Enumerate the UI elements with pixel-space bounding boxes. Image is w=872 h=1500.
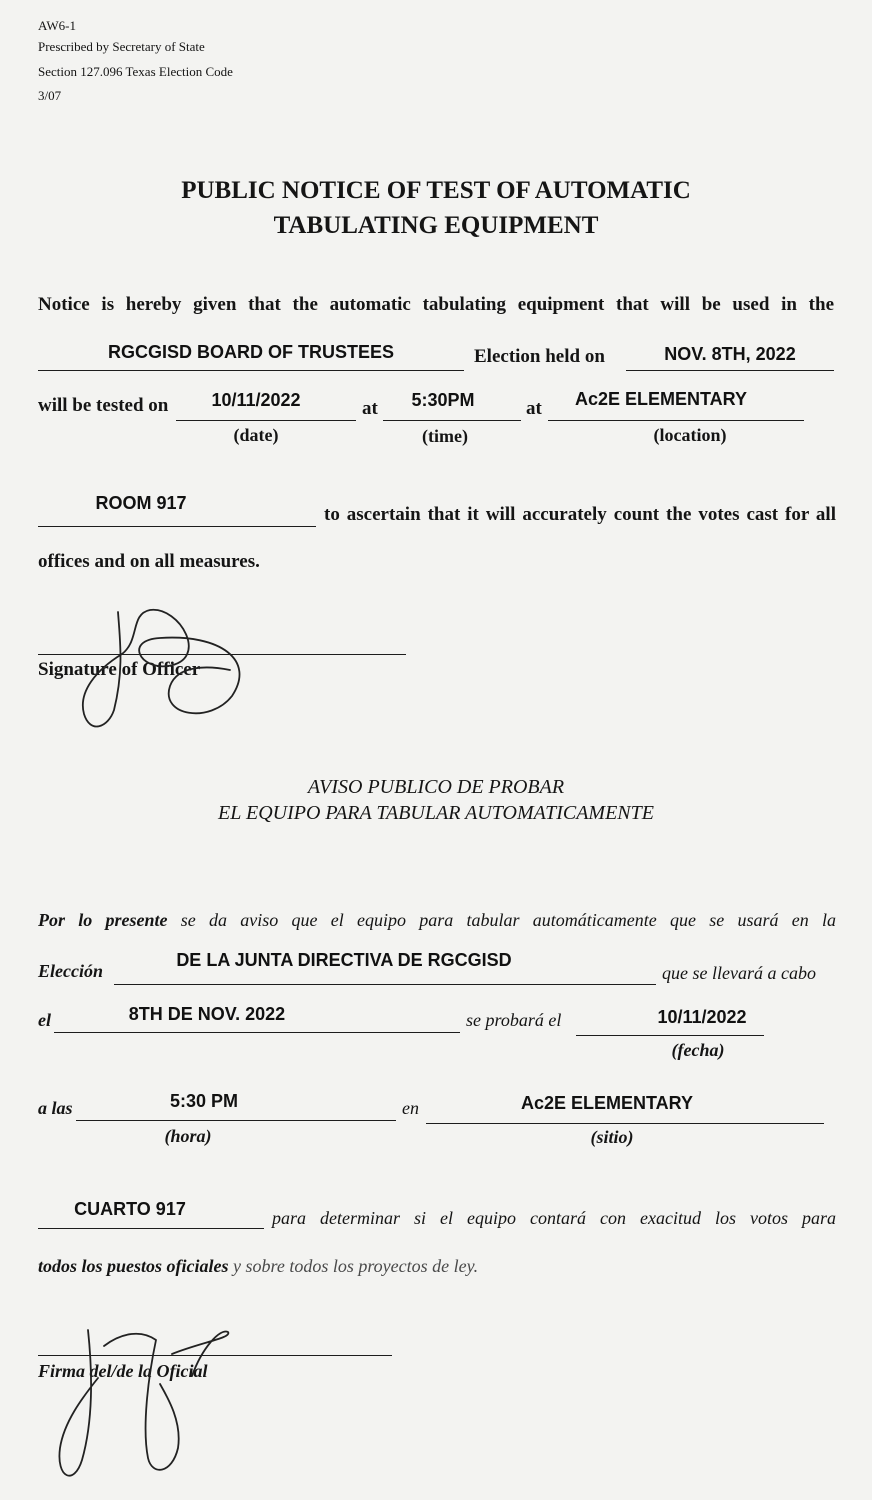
- at-label-1: at: [362, 398, 378, 419]
- sitio-field[interactable]: Ac2E ELEMENTARY: [520, 1093, 694, 1113]
- location-field[interactable]: Ac2E ELEMENTARY: [574, 389, 748, 409]
- el-label: el: [38, 1010, 51, 1030]
- election-held-label: Election held on: [474, 346, 605, 367]
- spanish-closing-bold: todos los puestos oficiales: [38, 1256, 229, 1276]
- sitio-caption: (sitio): [590, 1127, 634, 1147]
- spanish-intro-rest: se da aviso que el equipo para tabular automáticamente que se usará en la: [167, 910, 836, 930]
- room-field[interactable]: ROOM 917: [95, 493, 187, 513]
- officer-signature: [60, 600, 260, 740]
- determinar-text: para determinar si el equipo contará con exacitud los votos para: [272, 1208, 836, 1228]
- notice-intro: Notice is hereby given that the automatic tabulating equipment that will be used in the: [38, 294, 834, 315]
- hora-caption: (hora): [164, 1126, 212, 1146]
- location-caption: (location): [653, 425, 727, 445]
- tested-on-label: will be tested on: [38, 395, 169, 416]
- title-line-2: TABULATING EQUIPMENT: [273, 212, 599, 239]
- title-line-1: PUBLIC NOTICE OF TEST OF AUTOMATIC: [181, 177, 691, 204]
- election-name-field[interactable]: RGCGISD BOARD OF TRUSTEES: [107, 342, 394, 362]
- code-section: Section 127.096 Texas Election Code: [38, 64, 233, 79]
- election-date-field[interactable]: NOV. 8TH, 2022: [664, 344, 796, 364]
- eleccion-name-field[interactable]: DE LA JUNTA DIRECTIVA DE RGCGISD: [176, 950, 512, 970]
- at-label-2: at: [526, 398, 542, 419]
- llevara-label: que se llevará a cabo: [662, 963, 816, 983]
- spanish-test-date-field[interactable]: 10/11/2022: [657, 1007, 747, 1027]
- form-id: AW6-1: [38, 18, 76, 33]
- spanish-closing: [38, 1256, 478, 1277]
- spanish-intro-bold: Por lo presente: [38, 910, 168, 930]
- a-las-label: a las: [38, 1098, 73, 1118]
- en-label: en: [402, 1098, 419, 1118]
- test-date-field[interactable]: 10/11/2022: [211, 390, 301, 410]
- firma-signature: [52, 1318, 252, 1488]
- time-caption: (time): [422, 426, 468, 446]
- date-caption: (date): [233, 425, 279, 445]
- spanish-election-date-field[interactable]: 8TH DE NOV. 2022: [128, 1004, 286, 1024]
- probara-label: se probará el: [466, 1010, 562, 1030]
- cuarto-field[interactable]: CUARTO 917: [74, 1199, 186, 1219]
- spanish-test-time-field[interactable]: 5:30 PM: [169, 1091, 239, 1111]
- fecha-caption: (fecha): [671, 1040, 725, 1060]
- ascertain-text: to ascertain that it will accurately count the votes cast for all: [324, 504, 836, 525]
- spanish-title-line-2: EL EQUIPO PARA TABULAR AUTOMATICAMENTE: [218, 802, 654, 824]
- spanish-title-line-1: AVISO PUBLICO DE PROBAR: [307, 776, 565, 798]
- firma-label: Firma del/de la Oficial: [38, 1361, 208, 1381]
- eleccion-label: Elección: [38, 961, 103, 981]
- spanish-intro: [38, 910, 836, 931]
- signature-label: Signature of Officer: [38, 659, 201, 680]
- closing-text: offices and on all measures.: [38, 551, 260, 572]
- prescribed-by: Prescribed by Secretary of State: [38, 39, 205, 54]
- spanish-closing-rest: y sobre todos los proyectos de ley.: [228, 1256, 479, 1276]
- form-date: 3/07: [38, 88, 62, 103]
- test-time-field[interactable]: 5:30PM: [411, 390, 475, 410]
